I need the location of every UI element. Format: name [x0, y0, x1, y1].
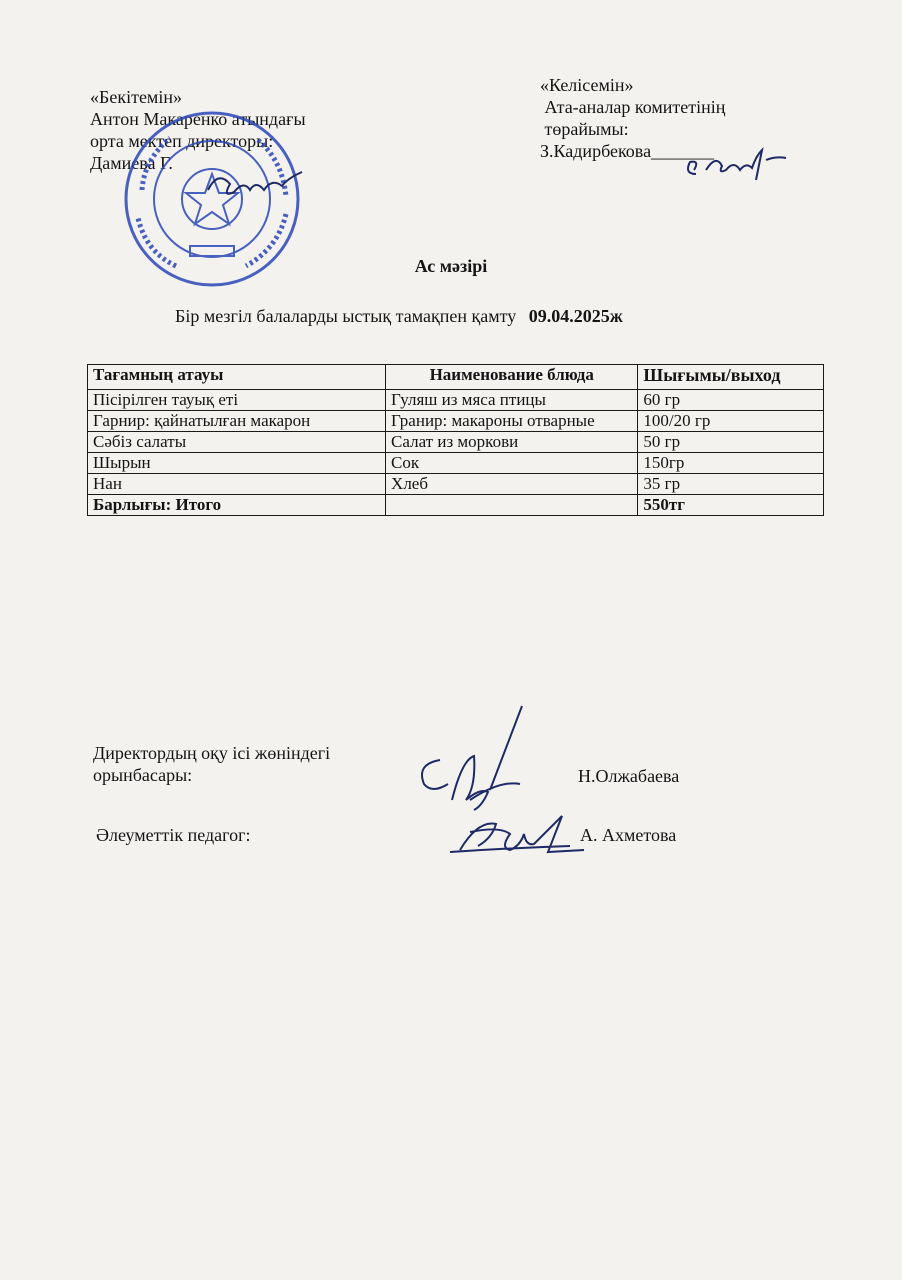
approval-heading: «Бекітемін»	[90, 87, 182, 107]
cell-kz-name: Нан	[88, 474, 386, 495]
stamp-inner-ring	[154, 141, 270, 257]
deputy-signature-icon	[422, 706, 522, 810]
cell-kz-name: Пісірілген тауық еті	[88, 390, 386, 411]
social-pedagogue-name: А. Ахметова	[580, 825, 677, 845]
social-pedagogue-signature-icon	[450, 816, 584, 852]
official-stamp-icon	[126, 113, 298, 285]
cell-output: 35 гр	[638, 474, 824, 495]
cell-ru-name: Гуляш из мяса птицы	[386, 390, 638, 411]
chair-signature-icon	[688, 150, 786, 180]
approval-position-line: орта мектеп директоры:	[90, 131, 274, 151]
total-label: Барлығы: Итого	[88, 495, 386, 516]
menu-date: 09.04.2025ж	[528, 306, 623, 326]
cell-kz-name: Сәбіз салаты	[88, 432, 386, 453]
approval-director-name: Дамиева Г.	[90, 153, 173, 173]
agreement-heading: «Келісемін»	[540, 75, 634, 95]
director-signature-icon	[208, 172, 302, 194]
social-pedagogue-title: Әлеуметтік педагог:	[96, 825, 251, 845]
header-kz-name: Тағамның атауы	[88, 365, 386, 390]
cell-kz-name: Гарнир: қайнатылған макарон	[88, 411, 386, 432]
deputy-name: Н.Олжабаева	[578, 766, 680, 786]
document-title: Ас мәзірі	[414, 256, 488, 276]
agreement-position-line: төрайымы:	[540, 119, 629, 139]
subtitle-text: Бір мезгіл балаларды ыстық тамақпен қамту	[175, 306, 517, 326]
approval-school-line: Антон Макаренко атындағы	[90, 109, 306, 129]
header-ru-name: Наименование блюда	[386, 365, 638, 390]
deputy-title-line2: орынбасары:	[93, 765, 193, 785]
cell-output: 50 гр	[638, 432, 824, 453]
cell-kz-name: Шырын	[88, 453, 386, 474]
deputy-title-line1: Директордың оқу ісі жөніндегі	[93, 743, 331, 763]
cell-ru-name: Салат из моркови	[386, 432, 638, 453]
agreement-chair-name: З.Кадирбекова_______	[540, 141, 715, 161]
cell-ru-name: Сок	[386, 453, 638, 474]
header-output: Шығымы/выход	[638, 365, 824, 390]
cell-ru-name: Хлеб	[386, 474, 638, 495]
cell-ru-name: Гранир: макароны отварные	[386, 411, 638, 432]
stamp-emblem	[182, 169, 242, 229]
stamp-emblem-star	[186, 174, 238, 224]
total-value: 550тг	[638, 495, 824, 516]
stamp-outer-ring	[126, 113, 298, 285]
cell-output: 100/20 гр	[638, 411, 824, 432]
agreement-committee-line: Ата-аналар комитетінің	[540, 97, 726, 117]
cell-output: 60 гр	[638, 390, 824, 411]
cell-output: 150гр	[638, 453, 824, 474]
